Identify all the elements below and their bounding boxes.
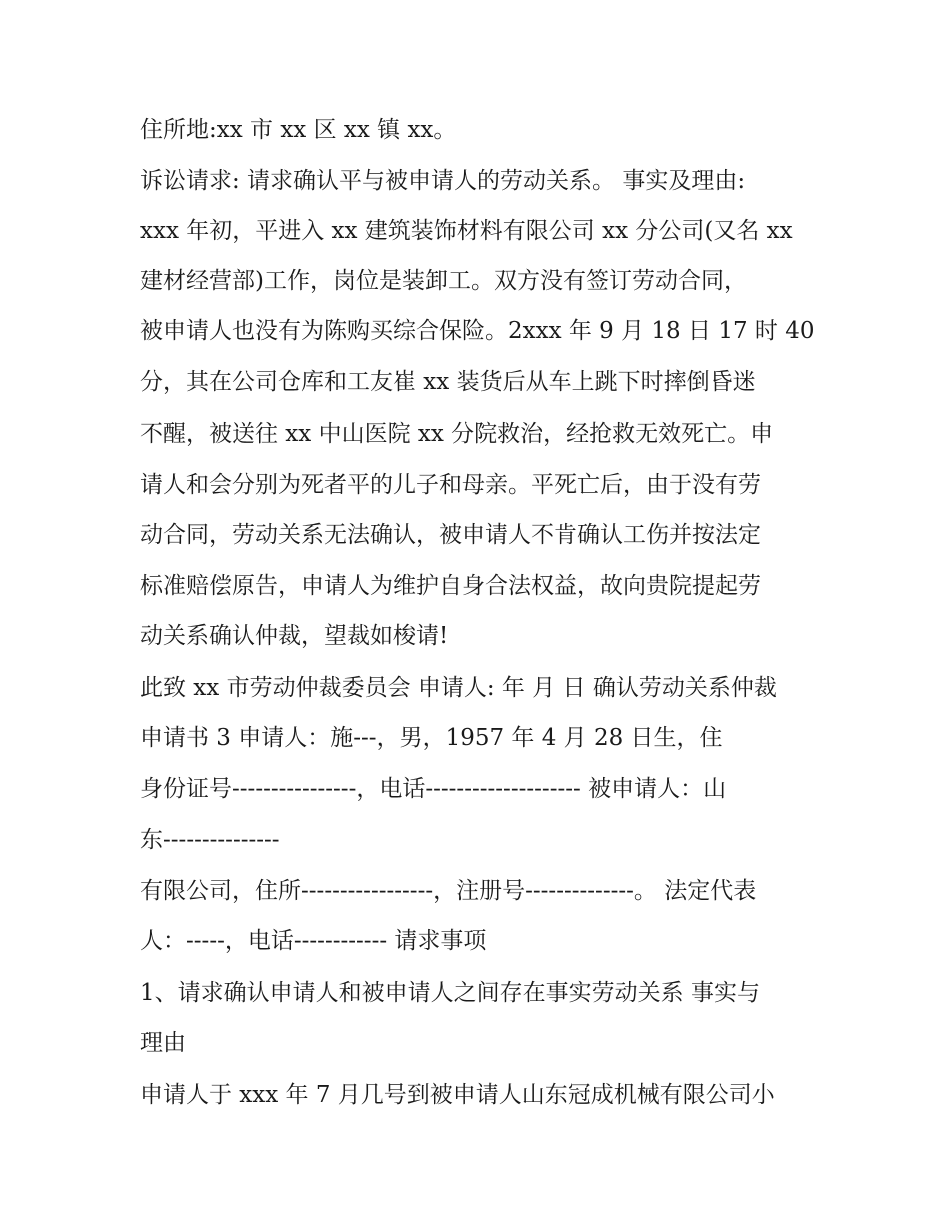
text-line: 1、请求确认申请人和被申请人之间存在事实劳动关系 事实与 <box>140 980 760 1006</box>
text-line: 建材经营部)工作，岗位是装卸工。双方没有签订劳动合同， <box>140 268 747 294</box>
text-line: 此致 xx 市劳动仲裁委员会 申请人: 年 月 日 确认劳动关系仲裁 <box>140 675 777 701</box>
text-line: 标准赔偿原告，申请人为维护自身合法权益，故向贵院提起劳 <box>140 573 761 599</box>
text-line: 申请书 3 申请人：施---，男，1957 年 4 月 28 日生，住 <box>140 725 723 751</box>
text-line: 动关系确认仲裁，望裁如梭请! <box>140 623 449 649</box>
text-line: 住所地:xx 市 xx 区 xx 镇 xx。 <box>140 117 457 143</box>
text-line: 诉讼请求: 请求确认平与被申请人的劳动关系。 事实及理由: <box>140 168 746 194</box>
text-line: 分，其在公司仓库和工友崔 xx 装货后从车上跳下时摔倒昏迷 <box>140 369 756 395</box>
text-line: xxx 年初，平进入 xx 建筑装饰材料有限公司 xx 分公司(又名 xx <box>140 218 793 244</box>
text-line: 理由 <box>140 1030 186 1056</box>
text-line: 动合同，劳动关系无法确认，被申请人不肯确认工伤并按法定 <box>140 522 761 548</box>
text-line: 身份证号----------------，电话-------------------- 被申请人：山 <box>140 776 727 802</box>
text-line: 不醒，被送往 xx 中山医院 xx 分院救治，经抢救无效死亡。申 <box>140 421 774 447</box>
text-line: 有限公司，住所-----------------，注册号--------------。 法定代表 <box>140 878 757 904</box>
text-line: 申请人于 xxx 年 7 月几号到被申请人山东冠成机械有限公司小 <box>140 1082 775 1108</box>
text-line: 请人和会分别为死者平的儿子和母亲。平死亡后，由于没有劳 <box>140 472 761 498</box>
text-line: 人：-----，电话------------ 请求事项 <box>140 928 487 954</box>
text-line: 被申请人也没有为陈购买综合保险。2xxx 年 9 月 18 日 17 时 40 <box>140 318 815 344</box>
text-line: 东--------------- <box>140 827 280 853</box>
